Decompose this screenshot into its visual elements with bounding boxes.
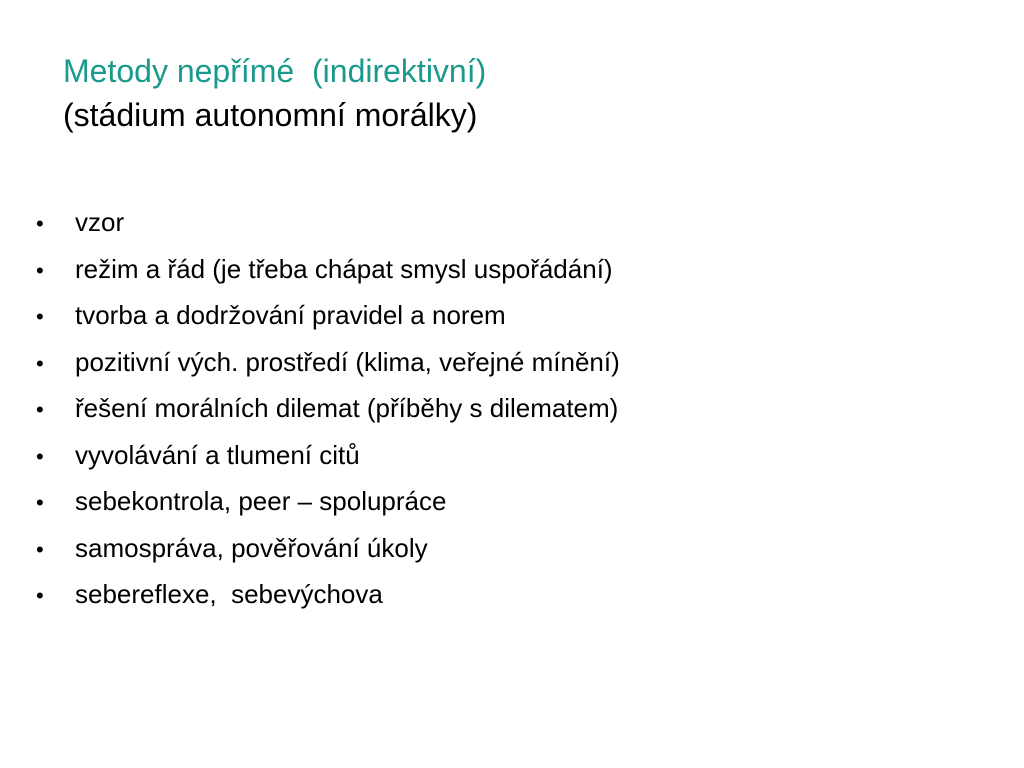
bullet-icon: • <box>36 397 44 422</box>
bullet-item <box>36 247 996 294</box>
bullet-icon: • <box>36 443 44 469</box>
bullet-icon: • <box>36 257 44 283</box>
slide-title <box>63 49 963 137</box>
bullet-item <box>36 293 996 340</box>
bullet-item <box>36 479 996 526</box>
bullet-item <box>36 340 996 387</box>
bullet-text: řešení morálních dilemat (příběhy s dilematem) <box>75 393 619 423</box>
bullet-icon: • <box>36 490 44 515</box>
title-line-1: Metody nepřímé (indirektivní) <box>63 53 487 89</box>
bullet-text: vzor <box>75 207 125 237</box>
bullet-item <box>36 386 996 433</box>
bullet-item <box>36 200 996 247</box>
bullet-item <box>36 433 996 480</box>
bullet-item <box>36 572 996 619</box>
title-line-2: (stádium autonomní morálky) <box>63 97 478 133</box>
bullet-icon: • <box>36 536 44 562</box>
bullet-text: sebereflexe, sebevýchova <box>75 579 383 609</box>
bullet-text: vyvolávání a tlumení citů <box>75 439 360 470</box>
bullet-icon: • <box>36 304 44 329</box>
bullet-icon: • <box>36 350 44 376</box>
bullet-icon: • <box>36 211 44 236</box>
bullet-text: režim a řád (je třeba chápat smysl uspořádání) <box>75 253 613 284</box>
bullet-icon: • <box>36 583 44 608</box>
bullet-text: pozitivní vých. prostředí (klima, veřejné mínění) <box>75 346 620 377</box>
bullet-item <box>36 526 996 573</box>
bullet-text: sebekontrola, peer – spolupráce <box>75 486 447 516</box>
bullet-list <box>36 200 996 619</box>
bullet-text: samospráva, pověřování úkoly <box>75 532 428 563</box>
bullet-text: tvorba a dodržování pravidel a norem <box>75 300 506 330</box>
